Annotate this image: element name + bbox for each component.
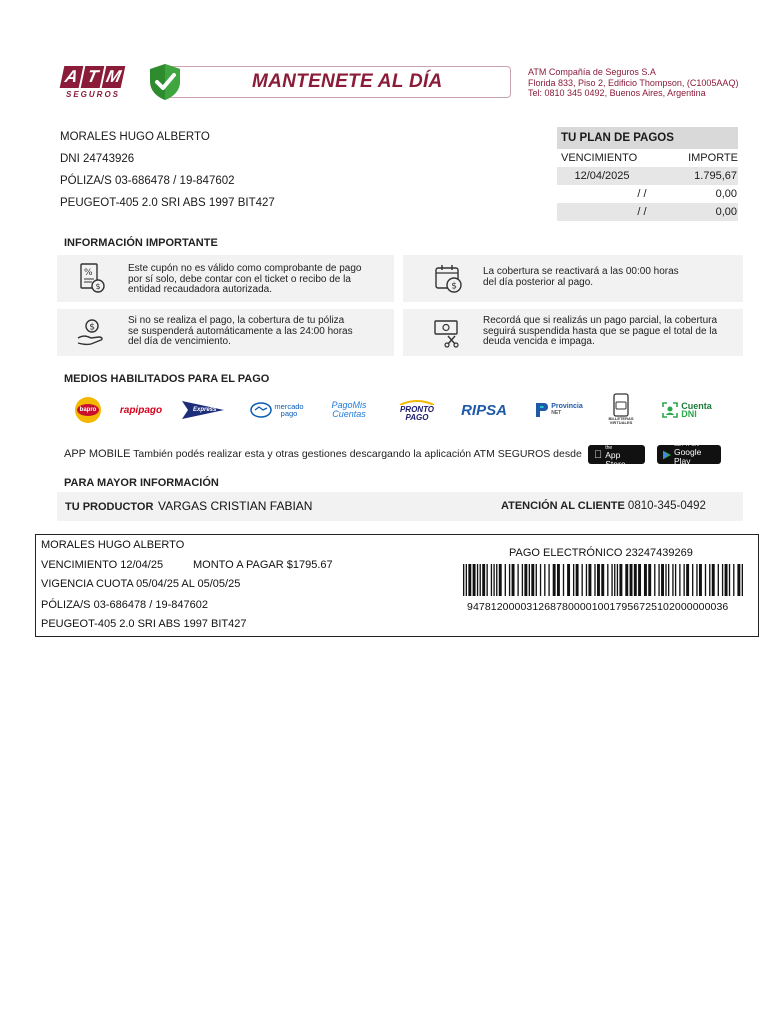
barcode-bar <box>473 564 476 596</box>
coupon-vigencia: VIGENCIA CUOTA 05/04/25 AL 05/05/25 <box>41 578 241 590</box>
mercadopago-label-top: mercado <box>274 402 304 411</box>
barcode-bar <box>617 564 618 596</box>
banner-title: MANTENETE AL DÍA <box>252 71 443 92</box>
barcode-bar <box>658 564 659 596</box>
company-phone: Tel: 0810 345 0492, Buenos Aires, Argentina <box>528 88 706 98</box>
coupon-monto: MONTO A PAGAR $1795.67 <box>193 559 333 571</box>
google-play-icon <box>663 450 671 460</box>
barcode-bar <box>586 564 587 596</box>
receipt-percent-icon <box>75 262 107 294</box>
barcode-bar <box>468 564 471 596</box>
logo-letter-a: A <box>60 66 84 88</box>
barcode-bar <box>611 564 612 596</box>
col-importe: IMPORTE <box>688 152 738 164</box>
app-mobile-text: También podés realizar esta y otras gestiones descargando la aplicación ATM SEGUROS desde <box>133 448 582 460</box>
barcode-bar <box>696 564 697 596</box>
row-fecha: 12/04/2025 <box>574 170 630 182</box>
barcode-bar <box>619 564 622 596</box>
cuentadni-label-top: Cuenta <box>681 401 712 411</box>
barcode-bar <box>729 564 730 596</box>
barcode-bar <box>614 564 615 596</box>
billeteras-label-top: BILLETERAS <box>608 415 634 421</box>
provincianet-label-top: Provincia <box>551 403 583 410</box>
barcode-bar <box>482 564 485 596</box>
google-play-badge[interactable] <box>657 442 721 466</box>
barcode-bar <box>493 564 494 596</box>
payment-methods-title: MEDIOS HABILITADOS PARA EL PAGO <box>64 373 270 385</box>
payment-logo-mercadopago <box>244 394 310 426</box>
coupon-vencimiento: VENCIMIENTO 12/04/25 <box>41 559 164 571</box>
barcode-bar <box>573 564 574 596</box>
row-importe: 1.795,67 <box>694 170 737 182</box>
company-info <box>528 67 738 99</box>
barcode-bar <box>597 564 600 596</box>
barcode-bar <box>718 564 719 596</box>
text-line: Este cupón no es válido como comprobante de pago <box>128 263 362 274</box>
barcode-bar <box>594 564 595 596</box>
row-fecha: / / <box>637 188 647 200</box>
wallet-phone-icon <box>610 393 632 417</box>
barcode-bar <box>679 564 680 596</box>
payment-logo-provincianet <box>530 394 588 426</box>
barcode-bar <box>480 564 481 596</box>
row-importe: 0,00 <box>715 188 737 200</box>
text-line: entidad recaudadora autorizada. <box>128 284 272 295</box>
company-name: ATM Compañía de Seguros S.A <box>528 67 656 77</box>
payment-logo-rapipago <box>116 394 166 426</box>
barcode-bar <box>553 564 556 596</box>
provincianet-label-bottom: NET <box>551 410 562 416</box>
barcode-bar <box>531 564 534 596</box>
barcode-bar <box>505 564 506 596</box>
barcode-bar <box>491 564 492 596</box>
barcode-bar <box>638 564 641 596</box>
barcode-bar <box>692 564 693 596</box>
client-poliza: PÓLIZA/S 03-686478 / 19-847602 <box>60 175 235 187</box>
prontopago-label-top: PRONTO <box>399 404 435 414</box>
row-importe: 0,00 <box>715 206 737 218</box>
payment-plan-header-row <box>557 149 738 167</box>
text-line: La cobertura se reactivará a las 00:00 horas <box>483 266 679 277</box>
payment-logo-bapro <box>72 394 104 426</box>
barcode-bar <box>466 564 467 596</box>
barcode-bar <box>630 564 633 596</box>
payment-logo-billeteras <box>604 390 638 428</box>
barcode-bar <box>512 564 515 596</box>
info-card-receipt <box>57 255 394 302</box>
atencion-label: ATENCIÓN AL CLIENTE <box>501 500 625 512</box>
barcode-bar <box>529 564 530 596</box>
barcode-bar <box>672 564 673 596</box>
barcode-bar <box>722 564 723 596</box>
payment-logo-ripsa <box>458 394 510 426</box>
barcode <box>463 564 743 596</box>
barcode-bar <box>699 564 702 596</box>
barcode-bar <box>668 564 669 596</box>
barcode-bar <box>517 564 518 596</box>
info-card-suspension <box>57 309 394 356</box>
ripsa-label: RIPSA <box>461 401 507 419</box>
barcode-bar <box>522 564 523 596</box>
barcode-bar <box>686 564 689 596</box>
barcode-bar <box>544 564 545 596</box>
text-line: del día posterior al pago. <box>483 276 594 288</box>
barcode-bar <box>733 564 734 596</box>
cuentadni-label-bottom: DNI <box>681 409 697 419</box>
barcode-bar <box>725 564 728 596</box>
svg-text:%: % <box>84 268 93 278</box>
info-card-partial-payment <box>403 309 743 356</box>
svg-text:$: $ <box>451 281 458 292</box>
barcode-bar <box>607 564 608 596</box>
text-line: seguirá suspendida hasta que se pague el total de la <box>483 325 718 337</box>
payment-plan-table <box>557 127 738 221</box>
apple-icon <box>594 449 602 461</box>
barcode-bar <box>567 564 570 596</box>
logo-letter-t: T <box>81 66 105 88</box>
mercadopago-label-bottom: pago <box>280 409 298 418</box>
table-row <box>557 203 738 221</box>
coupon-poliza: PÓLIZA/S 03-686478 / 19-847602 <box>41 599 208 611</box>
info-card-reactivation <box>403 255 743 302</box>
bapro-label: bapro <box>79 407 97 413</box>
barcode-bar <box>496 564 497 596</box>
barcode-bar <box>654 564 655 596</box>
barcode-bar <box>588 564 591 596</box>
barcode-bar <box>524 564 527 596</box>
app-mobile-line <box>64 448 582 460</box>
info-card-text <box>128 316 353 348</box>
payment-logo-pagomiscuentas <box>324 394 374 426</box>
info-card-text <box>483 316 717 348</box>
svg-text:$: $ <box>95 282 101 291</box>
googleplay-small-text: GET IT ON <box>673 442 699 448</box>
barcode-bar <box>477 564 478 596</box>
client-vehicle: PEUGEOT-405 2.0 SRI ABS 1997 BIT427 <box>60 197 275 209</box>
text-line: del día de vencimiento. <box>128 336 231 347</box>
app-mobile-label: APP MOBILE <box>64 448 131 460</box>
barcode-bar <box>582 564 583 596</box>
barcode-bar <box>576 564 579 596</box>
barcode-bar <box>675 564 676 596</box>
info-card-text <box>128 264 362 296</box>
shield-check-icon <box>146 62 184 102</box>
barcode-bar <box>601 564 604 596</box>
header-banner <box>168 66 511 98</box>
col-vencimiento: VENCIMIENTO <box>561 152 638 164</box>
barcode-bar <box>705 564 706 596</box>
barcode-bar <box>509 564 510 596</box>
logo-subtitle: SEGUROS <box>66 90 121 99</box>
barcode-bar <box>683 564 684 596</box>
handshake-icon <box>250 402 272 418</box>
payment-logo-cuentadni <box>657 394 717 426</box>
googleplay-big-text: Google Play <box>673 447 702 466</box>
prontopago-label-bottom: PAGO <box>405 412 429 422</box>
barcode-bar <box>486 564 487 596</box>
text-line: por sí solo, debe contar con el ticket o recibo de la <box>128 273 351 285</box>
barcode-bar <box>540 564 541 596</box>
barcode-bar <box>536 564 537 596</box>
appstore-big-text: App Store <box>597 451 635 462</box>
barcode-bar <box>634 564 637 596</box>
appstore-small-text: Download on the <box>597 446 635 453</box>
payment-plan-title: TU PLAN DE PAGOS <box>557 127 738 149</box>
barcode-bar <box>557 564 560 596</box>
text-line: Recordá que si realizás un pago parcial, la cobertura <box>483 315 718 326</box>
barcode-bar <box>499 564 502 596</box>
barcode-bar <box>648 564 651 596</box>
text-line: Si no se realiza el pago, la cobertura de tu póliza <box>128 315 345 326</box>
coupon-name: MORALES HUGO ALBERTO <box>41 539 185 551</box>
barcode-bar <box>712 564 715 596</box>
coupon-pago-electronico: PAGO ELECTRÓNICO 23247439269 <box>509 547 693 559</box>
svg-text:$: $ <box>89 322 96 333</box>
logo-letter-m: M <box>102 66 126 88</box>
calendar-coin-icon <box>433 263 465 295</box>
client-name: MORALES HUGO ALBERTO <box>60 131 210 143</box>
app-store-badge[interactable] <box>588 445 645 464</box>
productor-name: VARGAS CRISTIAN FABIAN <box>158 499 313 513</box>
important-info-title: INFORMACIÓN IMPORTANTE <box>64 237 218 249</box>
company-address: Florida 833, Piso 2, Edificio Thompson, (C1005AAQ) <box>528 77 739 88</box>
barcode-bar <box>644 564 647 596</box>
prontopago-arc-icon <box>396 399 438 405</box>
payment-logo-prontopago <box>396 394 438 426</box>
productor-label: TU PRODUCTOR <box>65 501 154 513</box>
table-row <box>557 167 738 185</box>
info-card-text <box>483 267 679 288</box>
barcode-bar <box>661 564 664 596</box>
more-info-title: PARA MAYOR INFORMACIÓN <box>64 477 219 489</box>
coupon-barcode-number: 94781200003126878000010017956725102000000036 <box>467 601 729 613</box>
payment-coupon <box>35 534 759 637</box>
text-line: se suspenderá automáticamente a las 24:00 horas <box>128 325 353 337</box>
rapipago-label: rapipago <box>119 404 163 416</box>
pagomiscuentas-label-bottom: Cuentas <box>332 409 366 419</box>
text-line: deuda vencida e impaga. <box>483 336 595 347</box>
table-row <box>557 185 738 203</box>
barcode-bar <box>625 564 628 596</box>
pagomiscuentas-label-top: PagoMis <box>331 400 367 410</box>
barcode-bar <box>742 564 743 596</box>
cuentadni-icon <box>662 402 678 418</box>
payment-logo-pagofacil <box>180 394 226 426</box>
atencion-phone: 0810-345-0492 <box>627 500 706 512</box>
barcode-bar <box>563 564 564 596</box>
barcode-bar <box>665 564 666 596</box>
hand-coin-icon <box>75 316 107 348</box>
customer-service <box>501 500 706 512</box>
client-dni: DNI 24743926 <box>60 153 135 165</box>
atm-logo <box>62 66 124 102</box>
billeteras-label-bottom: VIRTUALES <box>609 420 633 425</box>
barcode-bar <box>463 564 464 596</box>
coupon-vehicle: PEUGEOT-405 2.0 SRI ABS 1997 BIT427 <box>41 618 247 630</box>
provincianet-icon <box>535 402 549 418</box>
cash-scissors-icon <box>433 316 465 348</box>
barcode-bar <box>709 564 710 596</box>
row-fecha: / / <box>637 206 647 218</box>
barcode-bar <box>737 564 740 596</box>
barcode-bar <box>548 564 549 596</box>
express-label: Express <box>193 407 217 413</box>
